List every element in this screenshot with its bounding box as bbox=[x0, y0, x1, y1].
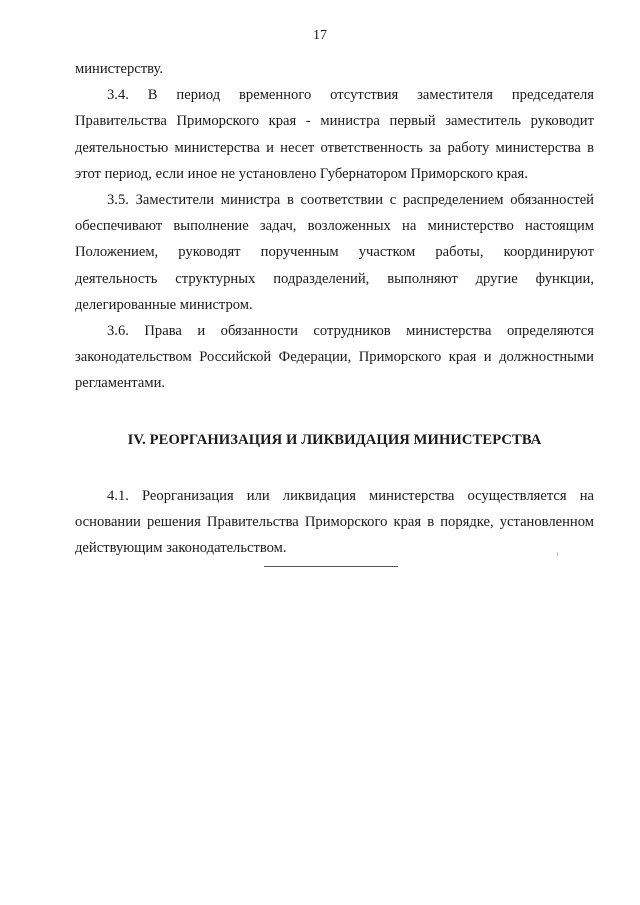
paragraph-3-6: 3.6. Права и обязанности сотрудников министерства определяются законодательством Российской Федерации, Приморского края и должностными регламентами. bbox=[75, 323, 594, 392]
paragraph-3-4: 3.4. В период временного отсутствия заместителя председателя Правительства Приморского края - министра первый заместитель руководит деятельностью министерства и несет ответственность за работу министерства в этот период, если иное не установлено Губернатором Приморского края. bbox=[75, 87, 594, 182]
paragraph-4-1: 4.1. Реорганизация или ликвидация министерства осуществляется на основании решения Правительства Приморского края в порядке, установленном действующим законодательством. bbox=[75, 487, 594, 557]
end-of-document-rule bbox=[264, 566, 398, 567]
document-body bbox=[75, 56, 594, 561]
paragraph-3-5: 3.5. Заместители министра в соответствии с распределением обязанностей обеспечивают выполнение задач, возложенных на министерство настоящим Положением, руководят порученным участком работы, координируют деятельность структурных подразделений, выполняют другие функции, делегированные министром. bbox=[75, 192, 594, 313]
page-number: 17 bbox=[313, 28, 327, 43]
section-heading: IV. РЕОРГАНИЗАЦИЯ И ЛИКВИДАЦИЯ МИНИСТЕРСТВА bbox=[127, 431, 542, 448]
scan-speck bbox=[557, 552, 558, 556]
paragraph-continuation: министерству. bbox=[75, 61, 164, 77]
